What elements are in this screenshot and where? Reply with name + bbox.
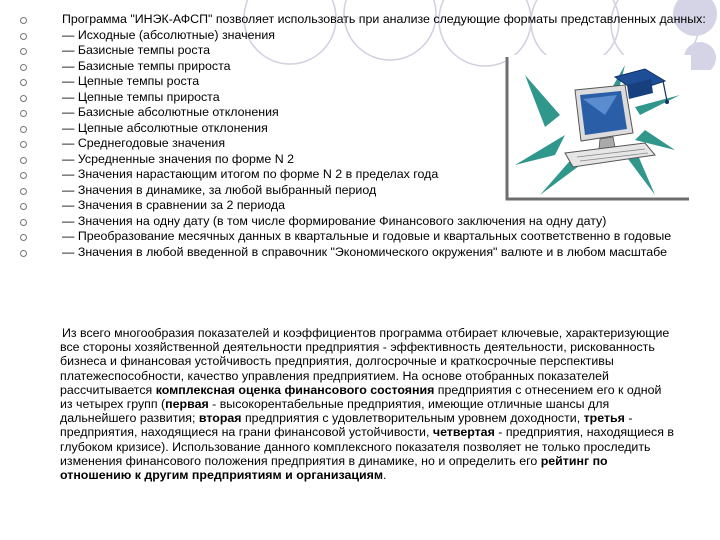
paragraph-segment: - высокорентабельные предприятия, имеющие отличные шансы для дальнейшего развития; (60, 397, 610, 426)
bold-term: первая (165, 397, 209, 412)
bullet-icon (20, 157, 27, 164)
computer-illustration (505, 55, 691, 201)
list-item-text: — Исходные (абсолютные) значения (62, 27, 275, 42)
list-item-text: — Цепные темпы прироста (62, 89, 220, 104)
bullet-icon (20, 110, 27, 117)
bullet-icon (20, 79, 27, 86)
list-item-text: — Цепные абсолютные отклонения (62, 120, 268, 135)
bullet-icon (20, 188, 27, 195)
bold-term: рейтинг по отношению к другим предприятиям и организациям (60, 453, 608, 483)
paragraph-text (60, 326, 675, 482)
list-item-text: — Значения нарастающим итогом по форме N 2 в пределах года (62, 167, 439, 181)
paragraph-segment: Из всего многообразия показателей и коэффициентов программа отбирает ключевые, характеризующие все стороны хозяйственной деятельности предприятия - эффективность деятельности, рискованность бизнеса и финансовая устойчивость предприятия, долгосрочные и краткосрочные перспективы платежеспособности, качество управления предприятием. На основе отобранных показателей рассчитывается (60, 326, 670, 397)
bold-term: третья (583, 411, 625, 426)
bold-term: четвертая (432, 425, 495, 440)
list-item (20, 28, 710, 44)
list-item-text: — Значения в сравнении за 2 периода (62, 198, 285, 212)
list-item (20, 229, 710, 245)
list-item-text: — Значения на одну дату (в том числе формирование Финансового заключения на одну дату) (62, 213, 607, 228)
paragraph-segment: - предприятия, находящиеся на грани финансовой устойчивости, (60, 411, 633, 440)
bullet-icon (20, 219, 27, 226)
bullet-icon (20, 64, 27, 71)
bullet-icon (20, 95, 27, 102)
paragraph-segment: - предприятия, находящиеся в глубоком кризисе). Использование данного комплексного показателя позволяет не только проследить изменения финансового положения предприятия в динамике, но и определить его (60, 425, 674, 468)
list-item-text: — Среднегодовые значения (62, 136, 226, 150)
description-paragraph (60, 326, 675, 482)
bullet-icon (20, 203, 27, 210)
bullet-icon (20, 250, 27, 257)
list-item-text: — Базисные абсолютные отклонения (62, 105, 279, 119)
list-item-text: — Базисные темпы роста (62, 43, 211, 57)
list-item-text: — Базисные темпы прироста (62, 58, 231, 73)
list-item-text: Программа "ИНЭК-АФСП" позволяет использовать при анализе следующие форматы представленных данных: (62, 12, 706, 26)
list-item (20, 214, 710, 230)
list-item-text: — Значения в любой введенной в справочник "Экономического окружения" валюте и в любом масштабе (62, 244, 668, 259)
bullet-icon (20, 141, 27, 148)
list-item (20, 245, 710, 261)
list-item (20, 12, 710, 28)
bullet-icon (20, 48, 27, 55)
list-item-text: — Усредненные значения по форме N 2 (62, 151, 295, 166)
paragraph-segment: предприятия с удовлетворительным уровнем доходности, (241, 411, 584, 426)
bold-term: вторая (198, 411, 242, 426)
bullet-icon (20, 33, 27, 40)
bullet-icon (20, 172, 27, 179)
paragraph-segment: предприятия с отнесением его к одной из четырех групп ( (60, 382, 662, 412)
paragraph-segment: . (383, 468, 387, 483)
list-item-text: — Цепные темпы роста (62, 74, 200, 88)
bullet-icon (20, 126, 27, 133)
list-item-text: — Значения в динамике, за любой выбранный период (62, 182, 377, 197)
bold-term: комплексная оценка финансового состояния (155, 382, 435, 397)
bullet-icon (20, 234, 27, 241)
list-item-text: — Преобразование месячных данных в квартальные и годовые и квартальных соответственно в годовые (62, 229, 672, 243)
bullet-icon (20, 17, 27, 24)
